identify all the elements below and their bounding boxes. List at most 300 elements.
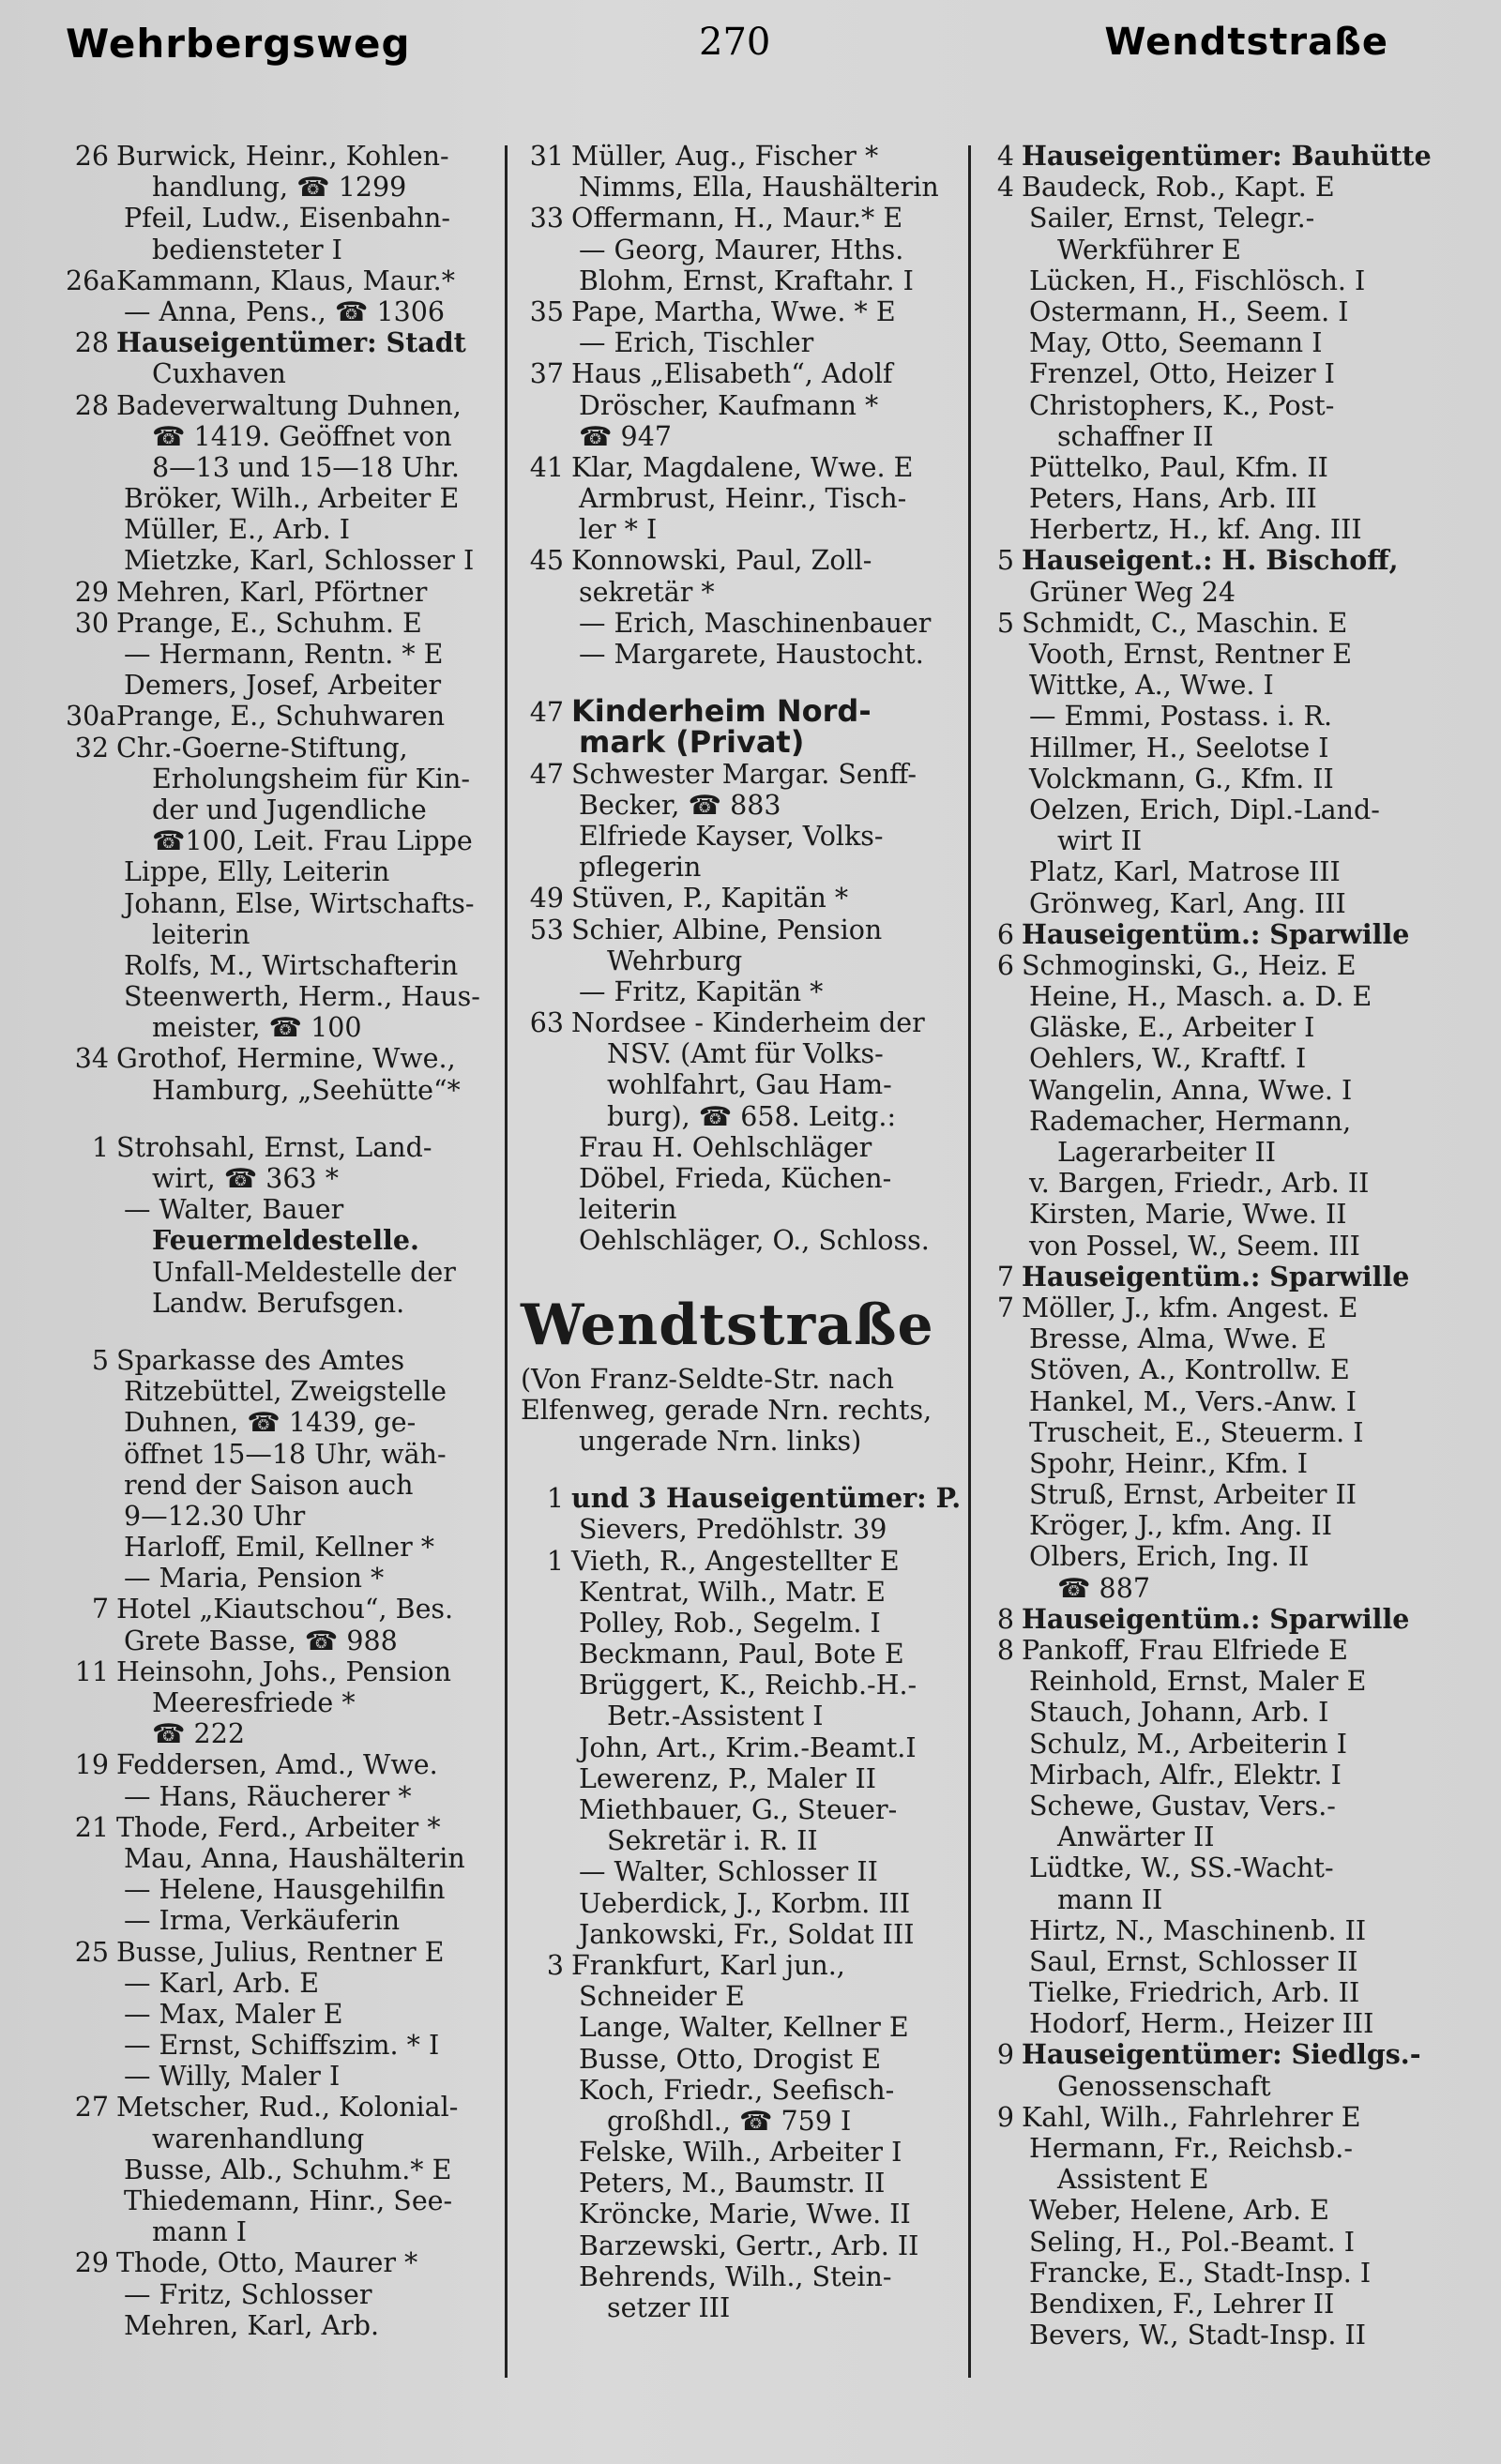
directory-entry	[521, 1225, 966, 1256]
entry-text: Kammann, Klaus, Maur.*	[116, 265, 455, 296]
directory-entry	[971, 2258, 1440, 2289]
directory-entry	[521, 724, 966, 761]
entry-text: Ueberdick, J., Korbm. III	[579, 1887, 911, 1919]
entry-text: pflegerin	[579, 852, 702, 884]
directory-entry	[971, 1262, 1440, 1292]
directory-entry	[66, 2185, 511, 2216]
entry-text: — Karl, Arb. E	[124, 1967, 320, 1999]
entry-text: Bendixen, F., Lehrer II	[1029, 2288, 1335, 2320]
spacer	[66, 1106, 511, 1132]
directory-entry	[521, 693, 966, 730]
directory-entry	[521, 1763, 966, 1794]
directory-entry	[971, 1604, 1440, 1635]
directory-entry	[521, 1950, 966, 1981]
entry-text: Bevers, W., Stadt-Insp. II	[1029, 2320, 1367, 2351]
entry-text: Grönweg, Karl, Ang. III	[1029, 887, 1346, 919]
house-number: 19	[74, 1749, 109, 1781]
directory-entry	[971, 327, 1440, 358]
directory-entry	[66, 296, 511, 327]
directory-entry	[66, 1163, 511, 1194]
entry-text: Lippe, Elly, Leiterin	[124, 856, 390, 888]
entry-text: Pankoff, Frau Elfriede E	[1022, 1635, 1348, 1666]
directory-entry	[521, 1639, 966, 1670]
entry-text: Grothof, Hermine, Wwe.,	[116, 1043, 456, 1075]
directory-entry	[521, 1483, 966, 1514]
house-number: 37	[529, 358, 564, 390]
directory-entry	[521, 883, 966, 914]
directory-entry	[971, 888, 1440, 919]
directory-entry	[66, 452, 511, 483]
directory-entry	[971, 1573, 1440, 1604]
directory-entry	[521, 915, 966, 945]
directory-entry	[971, 421, 1440, 452]
directory-entry	[66, 234, 511, 265]
house-number: 28	[74, 327, 109, 359]
directory-entry	[66, 1194, 511, 1225]
entry-text: Müller, E., Arb. I	[124, 514, 351, 546]
entry-text: Oehlers, W., Kraftf. I	[1029, 1043, 1307, 1075]
directory-entry	[971, 1791, 1440, 1822]
entry-text: Feuermeldestelle.	[152, 1224, 419, 1257]
entry-text: Hauseigentümer: Stadt	[116, 326, 466, 359]
entry-text: Hirtz, N., Maschinenb. II	[1029, 1914, 1367, 1946]
directory-entry	[521, 1732, 966, 1763]
directory-entry	[971, 1915, 1440, 1946]
directory-entry	[66, 1288, 511, 1319]
entry-text: mann II	[1057, 1883, 1163, 1915]
directory-entry	[521, 483, 966, 514]
entry-text: Felske, Wilh., Arbeiter I	[579, 2137, 902, 2169]
entry-text: Thode, Otto, Maurer *	[116, 2247, 418, 2279]
directory-entry	[971, 1852, 1440, 1883]
entry-text: Cuxhaven	[152, 358, 286, 390]
entry-text: Johann, Else, Wirtschafts-	[124, 887, 475, 919]
entry-text: Mau, Anna, Haushälterin	[124, 1842, 465, 1874]
entry-text: Stauch, Johann, Arb. I	[1029, 1697, 1329, 1729]
directory-entry	[971, 981, 1440, 1012]
directory-entry	[971, 358, 1440, 389]
entry-text: Stöven, A., Kontrollw. E	[1029, 1354, 1350, 1386]
entry-text: Schwester Margar. Senff-	[571, 758, 917, 790]
directory-entry	[521, 514, 966, 545]
directory-entry	[66, 514, 511, 545]
directory-entry	[971, 2164, 1440, 2195]
directory-entry	[66, 1968, 511, 1999]
entry-text: — Ernst, Schiffszim. * I	[124, 2030, 440, 2062]
house-number: 53	[529, 914, 564, 945]
directory-entry	[521, 1426, 966, 1457]
entry-text: Hamburg, „Seehütte“*	[152, 1074, 461, 1106]
directory-entry	[66, 1345, 511, 1376]
entry-text: Peters, M., Baumstr. II	[579, 2168, 886, 2199]
directory-entry	[521, 2261, 966, 2292]
directory-entry	[66, 2124, 511, 2154]
directory-entry	[971, 1541, 1440, 1572]
house-number: 7	[996, 1292, 1014, 1323]
directory-entry	[66, 141, 511, 172]
header-street-right: Wendtstraße	[1104, 21, 1388, 64]
house-number: 35	[529, 295, 564, 327]
entry-text: — Erich, Maschinenbauer	[579, 607, 932, 639]
directory-entry	[971, 2039, 1440, 2070]
directory-entry	[66, 172, 511, 203]
directory-entry	[971, 452, 1440, 483]
directory-entry	[66, 265, 511, 296]
directory-entry	[971, 608, 1440, 639]
entry-text: Lüdtke, W., SS.-Wacht-	[1029, 1852, 1334, 1884]
entry-text: Dröscher, Kaufmann *	[579, 389, 879, 421]
directory-entry	[521, 1825, 966, 1856]
directory-entry	[971, 1043, 1440, 1074]
house-number: 63	[529, 1007, 564, 1039]
header-street-left: Wehrbergsweg	[66, 21, 411, 67]
directory-entry	[521, 2044, 966, 2075]
entry-text: Kentrat, Wilh., Matr. E	[579, 1576, 886, 1608]
directory-entry	[521, 2012, 966, 2043]
entry-text: Döbel, Frieda, Küchen-	[579, 1163, 892, 1194]
entry-text: Möller, J., kfm. Angest. E	[1022, 1292, 1358, 1323]
directory-entry	[66, 1439, 511, 1470]
entry-text: Steenwerth, Herm., Haus-	[124, 981, 480, 1013]
directory-entry	[521, 2230, 966, 2261]
house-number: 5	[996, 607, 1014, 639]
entry-text: Kirsten, Marie, Wwe. II	[1029, 1199, 1347, 1231]
entry-text: — Willy, Maler I	[124, 2061, 341, 2093]
entry-text: Rademacher, Hermann,	[1029, 1105, 1352, 1137]
entry-text: Busse, Alb., Schuhm.* E	[124, 2154, 452, 2185]
entry-text: Ostermann, H., Seem. I	[1029, 295, 1349, 327]
entry-text: Schier, Albine, Pension	[571, 914, 883, 945]
entry-text: Müller, Aug., Fischer *	[571, 141, 879, 172]
entry-text: Chr.-Goerne-Stiftung,	[116, 732, 408, 763]
directory-entry	[521, 1194, 966, 1225]
entry-text: mark (Privat)	[579, 724, 805, 761]
entry-text: meister, ☎ 100	[152, 1012, 362, 1044]
directory-entry	[971, 1417, 1440, 1448]
house-number: 7	[91, 1594, 109, 1625]
entry-text: Elfenweg, gerade Nrn. rechts,	[521, 1394, 932, 1426]
house-number: 41	[529, 451, 564, 483]
entry-text: Volckmann, G., Kfm. II	[1029, 763, 1334, 794]
directory-entry	[971, 1822, 1440, 1852]
directory-entry	[971, 1697, 1440, 1728]
entry-text: Frenzel, Otto, Heizer I	[1029, 358, 1335, 390]
directory-entry	[66, 1257, 511, 1288]
directory-entry	[521, 1794, 966, 1825]
directory-entry	[521, 1007, 966, 1038]
entry-text: Heinsohn, Johs., Pension	[116, 1655, 451, 1687]
directory-entry	[66, 1749, 511, 1780]
house-number: 32	[74, 732, 109, 763]
spacer	[521, 670, 966, 696]
entry-text: Busse, Julius, Rentner E	[116, 1936, 445, 1968]
entry-text: Hauseigentüm.: Sparwille	[1022, 1602, 1410, 1635]
directory-entry	[66, 2279, 511, 2310]
directory-entry	[66, 1532, 511, 1563]
entry-text: Becker, ☎ 883	[579, 789, 781, 821]
entry-text: Barzewski, Gertr., Arb. II	[579, 2230, 919, 2261]
entry-text: Feddersen, Amd., Wwe.	[116, 1749, 438, 1781]
directory-entry	[971, 2320, 1440, 2351]
directory-entry	[971, 545, 1440, 576]
entry-text: Konnowski, Paul, Zoll-	[571, 545, 872, 577]
house-number: 29	[74, 576, 109, 608]
entry-text: v. Bargen, Friedr., Arb. II	[1029, 1168, 1370, 1200]
entry-text: Burwick, Heinr., Kohlen-	[116, 141, 449, 172]
directory-entry	[971, 483, 1440, 514]
directory-entry	[971, 733, 1440, 763]
directory-entry	[971, 203, 1440, 234]
entry-text: Spohr, Heinr., Kfm. I	[1029, 1447, 1308, 1479]
entry-text: Jankowski, Fr., Soldat III	[579, 1918, 915, 1950]
directory-entry	[971, 1760, 1440, 1791]
directory-entry	[521, 1038, 966, 1069]
directory-entry	[521, 790, 966, 821]
house-number: 26	[74, 141, 109, 172]
entry-text: ☎ 887	[1057, 1572, 1150, 1604]
directory-entry	[971, 1635, 1440, 1666]
entry-text: öffnet 15—18 Uhr, wäh-	[124, 1438, 447, 1470]
directory-entry	[971, 2102, 1440, 2133]
house-number: 9	[996, 2101, 1014, 2133]
directory-entry	[521, 1546, 966, 1577]
entry-text: rend der Saison auch	[124, 1469, 414, 1501]
entry-text: Sailer, Ernst, Telegr.-	[1029, 203, 1315, 234]
house-number: 31	[529, 141, 564, 172]
directory-entry	[66, 1843, 511, 1874]
entry-text: NSV. (Amt für Volks-	[607, 1038, 884, 1070]
directory-entry	[521, 1395, 966, 1426]
entry-text: May, Otto, Seemann I	[1029, 327, 1323, 359]
entry-text: — Maria, Pension *	[124, 1563, 385, 1595]
directory-entry	[66, 2030, 511, 2061]
entry-text: Betr.-Assistent I	[607, 1701, 824, 1732]
entry-text: Nordsee - Kinderheim der	[571, 1007, 925, 1039]
directory-entry	[971, 1729, 1440, 1760]
entry-text: Lewerenz, P., Maler II	[579, 1762, 876, 1794]
directory-entry	[521, 2168, 966, 2199]
directory-entry	[971, 296, 1440, 327]
entry-text: Polley, Rob., Segelm. I	[579, 1607, 881, 1639]
entry-text: burg), ☎ 658. Leitg.:	[607, 1100, 897, 1132]
directory-entry	[971, 514, 1440, 545]
directory-entry	[521, 1981, 966, 2012]
house-number: 6	[996, 949, 1014, 981]
entry-text: Elfriede Kayser, Volks-	[579, 820, 884, 852]
directory-entry	[971, 2133, 1440, 2164]
entry-text: Beckmann, Paul, Bote E	[579, 1639, 904, 1670]
entry-text: — Irma, Verkäuferin	[124, 1905, 401, 1937]
directory-entry	[66, 203, 511, 234]
directory-entry	[971, 1884, 1440, 1915]
spacer	[521, 1457, 966, 1483]
directory-entry	[66, 888, 511, 919]
house-number: 30a	[66, 701, 116, 733]
directory-entry	[66, 1470, 511, 1501]
column-1	[66, 141, 511, 2341]
entry-text: handlung, ☎ 1299	[152, 172, 407, 204]
directory-entry	[971, 1012, 1440, 1043]
directory-entry	[66, 358, 511, 389]
directory-entry	[66, 919, 511, 950]
entry-text: Kahl, Wilh., Fahrlehrer E	[1022, 2101, 1361, 2133]
directory-entry	[971, 2227, 1440, 2258]
entry-text: Oelzen, Erich, Dipl.-Land-	[1029, 794, 1380, 825]
directory-entry	[521, 1888, 966, 1919]
directory-entry	[66, 545, 511, 576]
entry-text: Tielke, Friedrich, Arb. II	[1029, 1977, 1360, 2009]
entry-text: Thiedemann, Hinr., See-	[124, 2185, 453, 2216]
directory-entry	[66, 1012, 511, 1043]
directory-entry	[971, 1323, 1440, 1354]
entry-text: ☎ 1419. Geöffnet von	[152, 420, 452, 452]
house-number: 29	[74, 2247, 109, 2279]
house-number: 49	[529, 883, 564, 915]
entry-text: Kinderheim Nord-	[571, 693, 872, 730]
directory-entry	[971, 1977, 1440, 2008]
entry-text: Busse, Otto, Drogist E	[579, 2043, 882, 2075]
directory-entry	[521, 1101, 966, 1132]
entry-text: Schulz, M., Arbeiterin I	[1029, 1728, 1347, 1760]
directory-entry	[66, 421, 511, 452]
directory-entry	[971, 639, 1440, 670]
directory-entry	[971, 2008, 1440, 2039]
directory-entry	[521, 1608, 966, 1639]
entry-text: Hauseigentüm.: Sparwille	[1022, 1260, 1410, 1292]
entry-text: — Margarete, Haustocht.	[579, 639, 924, 670]
directory-entry	[521, 234, 966, 265]
directory-entry	[66, 2092, 511, 2123]
entry-text: leiterin	[152, 918, 250, 950]
directory-entry	[521, 976, 966, 1007]
directory-entry	[66, 483, 511, 514]
entry-text: — Hans, Räucherer *	[124, 1780, 412, 1812]
entry-text: Offermann, H., Maur.* E	[571, 203, 903, 234]
entry-text: 9—12.30 Uhr	[124, 1500, 306, 1532]
entry-text: Struß, Ernst, Arbeiter II	[1029, 1479, 1357, 1511]
directory-entry	[971, 1075, 1440, 1106]
house-number: 5	[91, 1344, 109, 1376]
directory-entry	[521, 1701, 966, 1731]
entry-text: Saul, Ernst, Schlosser II	[1029, 1945, 1358, 1977]
entry-text: leiterin	[579, 1194, 677, 1226]
entry-text: Baudeck, Rob., Kapt. E	[1022, 172, 1335, 204]
entry-text: Erholungsheim für Kin-	[152, 763, 471, 794]
directory-entry	[66, 1687, 511, 1718]
directory-entry	[66, 733, 511, 763]
directory-entry	[521, 1132, 966, 1163]
entry-text: Metscher, Rud., Kolonial-	[116, 2092, 459, 2124]
entry-text: — Erich, Tischler	[579, 327, 814, 359]
entry-text: wirt II	[1057, 825, 1143, 857]
entry-text: Hodorf, Herm., Heizer III	[1029, 2008, 1374, 2040]
entry-text: Prange, E., Schuhm. E	[116, 607, 422, 639]
entry-text: Sekretär i. R. II	[607, 1825, 818, 1857]
directory-entry	[66, 1407, 511, 1438]
directory-entry	[971, 794, 1440, 825]
entry-text: großhdl., ☎ 759 I	[607, 2105, 852, 2137]
column-3	[971, 141, 1440, 2351]
entry-text: — Max, Maler E	[124, 1998, 343, 2030]
house-number: 34	[74, 1043, 109, 1075]
house-number: 11	[74, 1655, 109, 1687]
directory-entry	[66, 670, 511, 701]
directory-entry	[66, 1043, 511, 1074]
entry-text: Herbertz, H., kf. Ang. III	[1029, 514, 1362, 546]
entry-text: Hauseigentümer: Siedlgs.-	[1022, 2038, 1421, 2071]
entry-text: Behrends, Wilh., Stein-	[579, 2260, 892, 2292]
directory-entry	[521, 1670, 966, 1701]
directory-entry	[971, 141, 1440, 172]
entry-text: — Georg, Maurer, Hths.	[579, 234, 904, 265]
directory-entry	[66, 701, 511, 732]
directory-entry	[521, 1577, 966, 1608]
entry-text: Sparkasse des Amtes	[116, 1344, 405, 1376]
entry-text: Unfall-Meldestelle der	[152, 1256, 456, 1288]
directory-entry	[521, 296, 966, 327]
entry-text: Klar, Magdalene, Wwe. E	[571, 451, 914, 483]
directory-entry	[66, 1874, 511, 1905]
directory-entry	[521, 945, 966, 976]
directory-entry	[521, 2106, 966, 2137]
entry-text: — Helene, Hausgehilfin	[124, 1874, 446, 1906]
entry-text: Hauseigentüm.: Sparwille	[1022, 917, 1410, 950]
entry-text: Brüggert, K., Reichb.-H.-	[579, 1670, 917, 1701]
entry-text: Lange, Walter, Kellner E	[579, 2012, 909, 2044]
entry-text: Heine, H., Masch. a. D. E	[1029, 981, 1372, 1013]
entry-text: Kröger, J., kfm. Ang. II	[1029, 1510, 1332, 1542]
directory-entry	[521, 1514, 966, 1545]
directory-entry	[521, 608, 966, 639]
entry-text: ☎ 222	[152, 1718, 245, 1750]
entry-text: Stüven, P., Kapitän *	[571, 883, 849, 915]
directory-entry	[971, 234, 1440, 265]
entry-text: Harloff, Emil, Kellner *	[124, 1532, 435, 1564]
entry-text: Mehren, Karl, Arb.	[124, 2309, 380, 2341]
entry-text: Mehren, Karl, Pförtner	[116, 576, 428, 608]
column-2	[521, 141, 966, 2323]
entry-text: Bresse, Alma, Wwe. E	[1029, 1323, 1327, 1355]
house-number: 3	[546, 1949, 564, 1981]
entry-text: Reinhold, Ernst, Maler E	[1029, 1666, 1367, 1698]
entry-text: — Fritz, Kapitän *	[579, 975, 824, 1007]
house-number: 45	[529, 545, 564, 577]
directory-entry	[521, 203, 966, 234]
entry-text: Schewe, Gustav, Vers.-	[1029, 1790, 1336, 1822]
entry-text: — Fritz, Schlosser	[124, 2278, 372, 2310]
entry-text: Wittke, A., Wwe. I	[1029, 670, 1274, 702]
entry-text: wohlfahrt, Gau Ham-	[607, 1069, 892, 1101]
directory-entry	[66, 1563, 511, 1594]
directory-entry	[66, 1075, 511, 1106]
entry-text: Pape, Martha, Wwe. * E	[571, 295, 896, 327]
entry-text: ☎ 947	[579, 420, 672, 452]
entry-text: und 3 Hauseigentümer: P.	[571, 1482, 962, 1515]
entry-text: Ritzebüttel, Zweigstelle	[124, 1376, 447, 1408]
directory-entry	[66, 1999, 511, 2030]
directory-entry	[971, 1386, 1440, 1417]
directory-entry	[971, 1199, 1440, 1230]
house-number: 9	[996, 2039, 1014, 2071]
entry-text: Prange, E., Schuhwaren	[116, 701, 446, 733]
directory-entry	[66, 1812, 511, 1843]
directory-entry	[66, 856, 511, 887]
house-number: 27	[74, 2092, 109, 2124]
directory-entry	[521, 390, 966, 421]
entry-text: Peters, Hans, Arb. III	[1029, 483, 1317, 515]
directory-entry	[521, 452, 966, 483]
entry-text: Thode, Ferd., Arbeiter *	[116, 1811, 441, 1843]
